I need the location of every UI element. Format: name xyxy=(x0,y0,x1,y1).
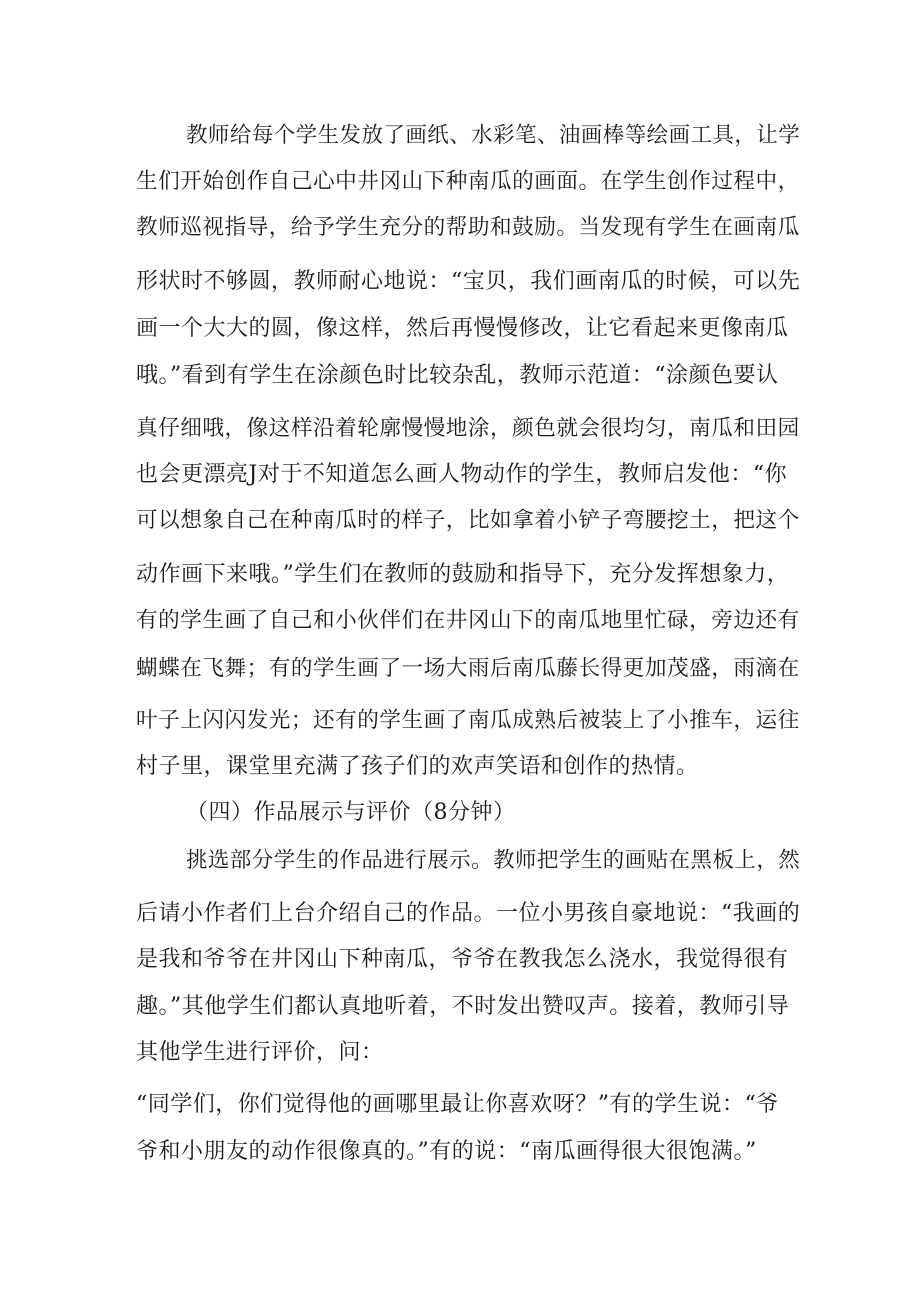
paragraph-line: 挑选部分学生的作品进行展示。教师把学生的画贴在黑板上，然 xyxy=(186,848,801,873)
paragraph-line: 生们开始创作自己心中井冈山下种南瓜的画面。在学生创作过程中， xyxy=(136,169,800,194)
paragraph-line: 叶子上闪闪发光；还有的学生画了南瓜成熟后被装上了小推车，运往 xyxy=(136,708,800,733)
paragraph-line: 哦。”看到有学生在涂颜色时比较杂乱，教师示范道：“涂颜色要认 xyxy=(136,363,779,388)
paragraph-line: 形状时不够圆，教师耐心地说：“宝贝，我们画南瓜的时候，可以先 xyxy=(136,269,801,294)
paragraph-line: 真仔细哦，像这样沿着轮廓慢慢地涂，颜色就会很均匀，南瓜和田园 xyxy=(136,416,800,441)
paragraph-line: 教师给每个学生发放了画纸、水彩笔、油画棒等绘画工具，让学 xyxy=(186,123,801,148)
paragraph-line: 是我和爷爷在井冈山下种南瓜，爷爷在教我怎么浇水，我觉得很有 xyxy=(136,947,789,972)
paragraph-line: 后请小作者们上台介绍自己的作品。一位小男孩自豪地说：“我画的 xyxy=(136,901,801,926)
paragraph-line: 爷和小朋友的动作很像真的。”有的说：“南瓜画得很大很饱满。” xyxy=(136,1139,757,1164)
paragraph-line: 可以想象自己在种南瓜时的样子，比如拿着小铲子弯腰挖土，把这个 xyxy=(136,508,800,533)
paragraph-line: 动作画下来哦。”学生们在教师的鼓励和指导下，充分发挥想象力， xyxy=(136,562,790,587)
paragraph-line: 趣。”其他学生们都认真地听着，不时发出赞叹声。接着，教师引导 xyxy=(136,994,790,1019)
paragraph-line: 教师巡视指导，给予学生充分的帮助和鼓励。当发现有学生在画南瓜 xyxy=(136,215,800,240)
paragraph-line: 也会更漂亮J对于不知道怎么画人物动作的学生，教师启发他：“你 xyxy=(136,462,788,487)
paragraph-line: 蝴蝶在飞舞；有的学生画了一场大雨后南瓜藤长得更加茂盛，雨滴在 xyxy=(136,656,800,681)
paragraph-line: 其他学生进行评价，问： xyxy=(136,1040,384,1065)
paragraph-line: “同学们，你们觉得他的画哪里最让你喜欢呀？”有的学生说：“爷 xyxy=(136,1092,779,1117)
paragraph-line: 有的学生画了自己和小伙伴们在井冈山下的南瓜地里忙碌，旁边还有 xyxy=(136,608,800,633)
section-heading: （四）作品展示与评价（8分钟） xyxy=(186,800,516,825)
paragraph-line: 村子里，课堂里充满了孩子们的欢声笑语和创作的热情。 xyxy=(136,754,699,779)
paragraph-line: 画一个大大的圆，像这样，然后再慢慢修改，让它看起来更像南瓜 xyxy=(136,316,789,341)
